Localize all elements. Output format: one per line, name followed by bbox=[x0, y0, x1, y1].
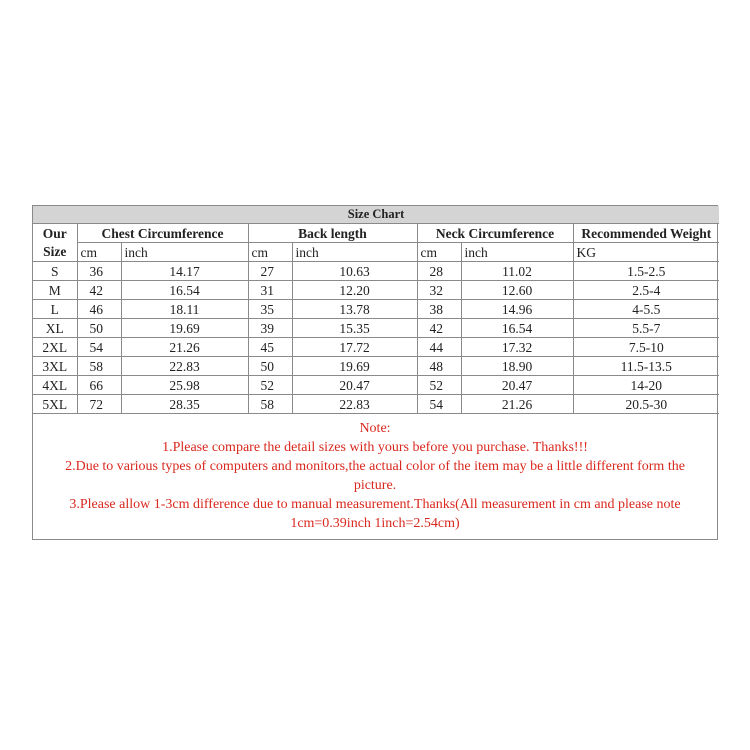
back-inch-cell: 10.63 bbox=[292, 262, 417, 281]
chest-cm-cell: 42 bbox=[77, 281, 121, 300]
table-row bbox=[33, 319, 719, 338]
weight-cell: 11.5-13.5 bbox=[573, 357, 719, 376]
back-cm-cell: 58 bbox=[248, 395, 292, 414]
chest-inch-unit: inch bbox=[121, 243, 248, 262]
chest-cm-cell: 54 bbox=[77, 338, 121, 357]
weight-kg-unit: KG bbox=[573, 243, 719, 262]
table-row bbox=[33, 395, 719, 414]
back-cm-cell: 50 bbox=[248, 357, 292, 376]
note-line-1: 1.Please compare the detail sizes with yours before you purchase. Thanks!!! bbox=[162, 440, 588, 455]
our-size-header-bottom: Size bbox=[33, 243, 77, 262]
size-cell: 2XL bbox=[33, 338, 77, 357]
weight-cell: 7.5-10 bbox=[573, 338, 719, 357]
neck-cm-cell: 38 bbox=[417, 300, 461, 319]
back-inch-unit: inch bbox=[292, 243, 417, 262]
size-cell: S bbox=[33, 262, 77, 281]
our-size-header-top: Our bbox=[33, 224, 77, 243]
chest-cm-cell: 72 bbox=[77, 395, 121, 414]
size-chart-table bbox=[33, 206, 719, 414]
back-cm-cell: 27 bbox=[248, 262, 292, 281]
weight-cell: 2.5-4 bbox=[573, 281, 719, 300]
chest-cm-cell: 66 bbox=[77, 376, 121, 395]
chest-inch-cell: 22.83 bbox=[121, 357, 248, 376]
neck-cm-cell: 32 bbox=[417, 281, 461, 300]
note-line-2: 2.Due to various types of computers and monitors,the actual color of the item may be a little different form the picture. bbox=[65, 459, 685, 493]
neck-cm-cell: 42 bbox=[417, 319, 461, 338]
notes-section bbox=[33, 414, 717, 539]
chest-cm-cell: 50 bbox=[77, 319, 121, 338]
neck-inch-cell: 20.47 bbox=[461, 376, 573, 395]
table-row bbox=[33, 376, 719, 395]
table-row bbox=[33, 338, 719, 357]
size-cell: 3XL bbox=[33, 357, 77, 376]
size-cell: M bbox=[33, 281, 77, 300]
weight-cell: 14-20 bbox=[573, 376, 719, 395]
chest-inch-cell: 28.35 bbox=[121, 395, 248, 414]
back-inch-cell: 22.83 bbox=[292, 395, 417, 414]
chest-circumference-header: Chest Circumference bbox=[77, 224, 248, 243]
back-cm-cell: 31 bbox=[248, 281, 292, 300]
neck-inch-unit: inch bbox=[461, 243, 573, 262]
recommended-weight-header: Recommended Weight bbox=[573, 224, 719, 243]
back-inch-cell: 20.47 bbox=[292, 376, 417, 395]
weight-cell: 1.5-2.5 bbox=[573, 262, 719, 281]
neck-inch-cell: 18.90 bbox=[461, 357, 573, 376]
back-inch-cell: 12.20 bbox=[292, 281, 417, 300]
back-cm-unit: cm bbox=[248, 243, 292, 262]
size-cell: XL bbox=[33, 319, 77, 338]
table-row bbox=[33, 357, 719, 376]
neck-circumference-header: Neck Circumference bbox=[417, 224, 573, 243]
back-cm-cell: 39 bbox=[248, 319, 292, 338]
chart-title: Size Chart bbox=[33, 206, 719, 224]
chest-cm-cell: 46 bbox=[77, 300, 121, 319]
chest-inch-cell: 19.69 bbox=[121, 319, 248, 338]
neck-inch-cell: 17.32 bbox=[461, 338, 573, 357]
chest-cm-cell: 58 bbox=[77, 357, 121, 376]
neck-cm-cell: 28 bbox=[417, 262, 461, 281]
back-cm-cell: 35 bbox=[248, 300, 292, 319]
chest-cm-cell: 36 bbox=[77, 262, 121, 281]
size-cell: L bbox=[33, 300, 77, 319]
note-heading: Note: bbox=[359, 421, 391, 436]
neck-cm-cell: 52 bbox=[417, 376, 461, 395]
back-inch-cell: 13.78 bbox=[292, 300, 417, 319]
neck-inch-cell: 14.96 bbox=[461, 300, 573, 319]
chest-inch-cell: 16.54 bbox=[121, 281, 248, 300]
neck-inch-cell: 12.60 bbox=[461, 281, 573, 300]
table-row bbox=[33, 281, 719, 300]
back-length-header: Back length bbox=[248, 224, 417, 243]
chest-inch-cell: 14.17 bbox=[121, 262, 248, 281]
neck-inch-cell: 16.54 bbox=[461, 319, 573, 338]
neck-cm-unit: cm bbox=[417, 243, 461, 262]
chest-inch-cell: 21.26 bbox=[121, 338, 248, 357]
back-inch-cell: 19.69 bbox=[292, 357, 417, 376]
back-cm-cell: 45 bbox=[248, 338, 292, 357]
back-inch-cell: 17.72 bbox=[292, 338, 417, 357]
weight-cell: 20.5-30 bbox=[573, 395, 719, 414]
weight-cell: 5.5-7 bbox=[573, 319, 719, 338]
size-chart bbox=[32, 205, 718, 540]
size-cell: 5XL bbox=[33, 395, 77, 414]
back-cm-cell: 52 bbox=[248, 376, 292, 395]
neck-inch-cell: 21.26 bbox=[461, 395, 573, 414]
table-row bbox=[33, 262, 719, 281]
back-inch-cell: 15.35 bbox=[292, 319, 417, 338]
note-line-3: 3.Please allow 1-3cm difference due to manual measurement.Thanks(All measurement in cm and please note 1cm=0.39inch 1inch=2.54cm) bbox=[69, 497, 681, 531]
chest-inch-cell: 25.98 bbox=[121, 376, 248, 395]
chest-inch-cell: 18.11 bbox=[121, 300, 248, 319]
size-cell: 4XL bbox=[33, 376, 77, 395]
neck-inch-cell: 11.02 bbox=[461, 262, 573, 281]
table-row bbox=[33, 300, 719, 319]
weight-cell: 4-5.5 bbox=[573, 300, 719, 319]
neck-cm-cell: 54 bbox=[417, 395, 461, 414]
neck-cm-cell: 48 bbox=[417, 357, 461, 376]
neck-cm-cell: 44 bbox=[417, 338, 461, 357]
chest-cm-unit: cm bbox=[77, 243, 121, 262]
